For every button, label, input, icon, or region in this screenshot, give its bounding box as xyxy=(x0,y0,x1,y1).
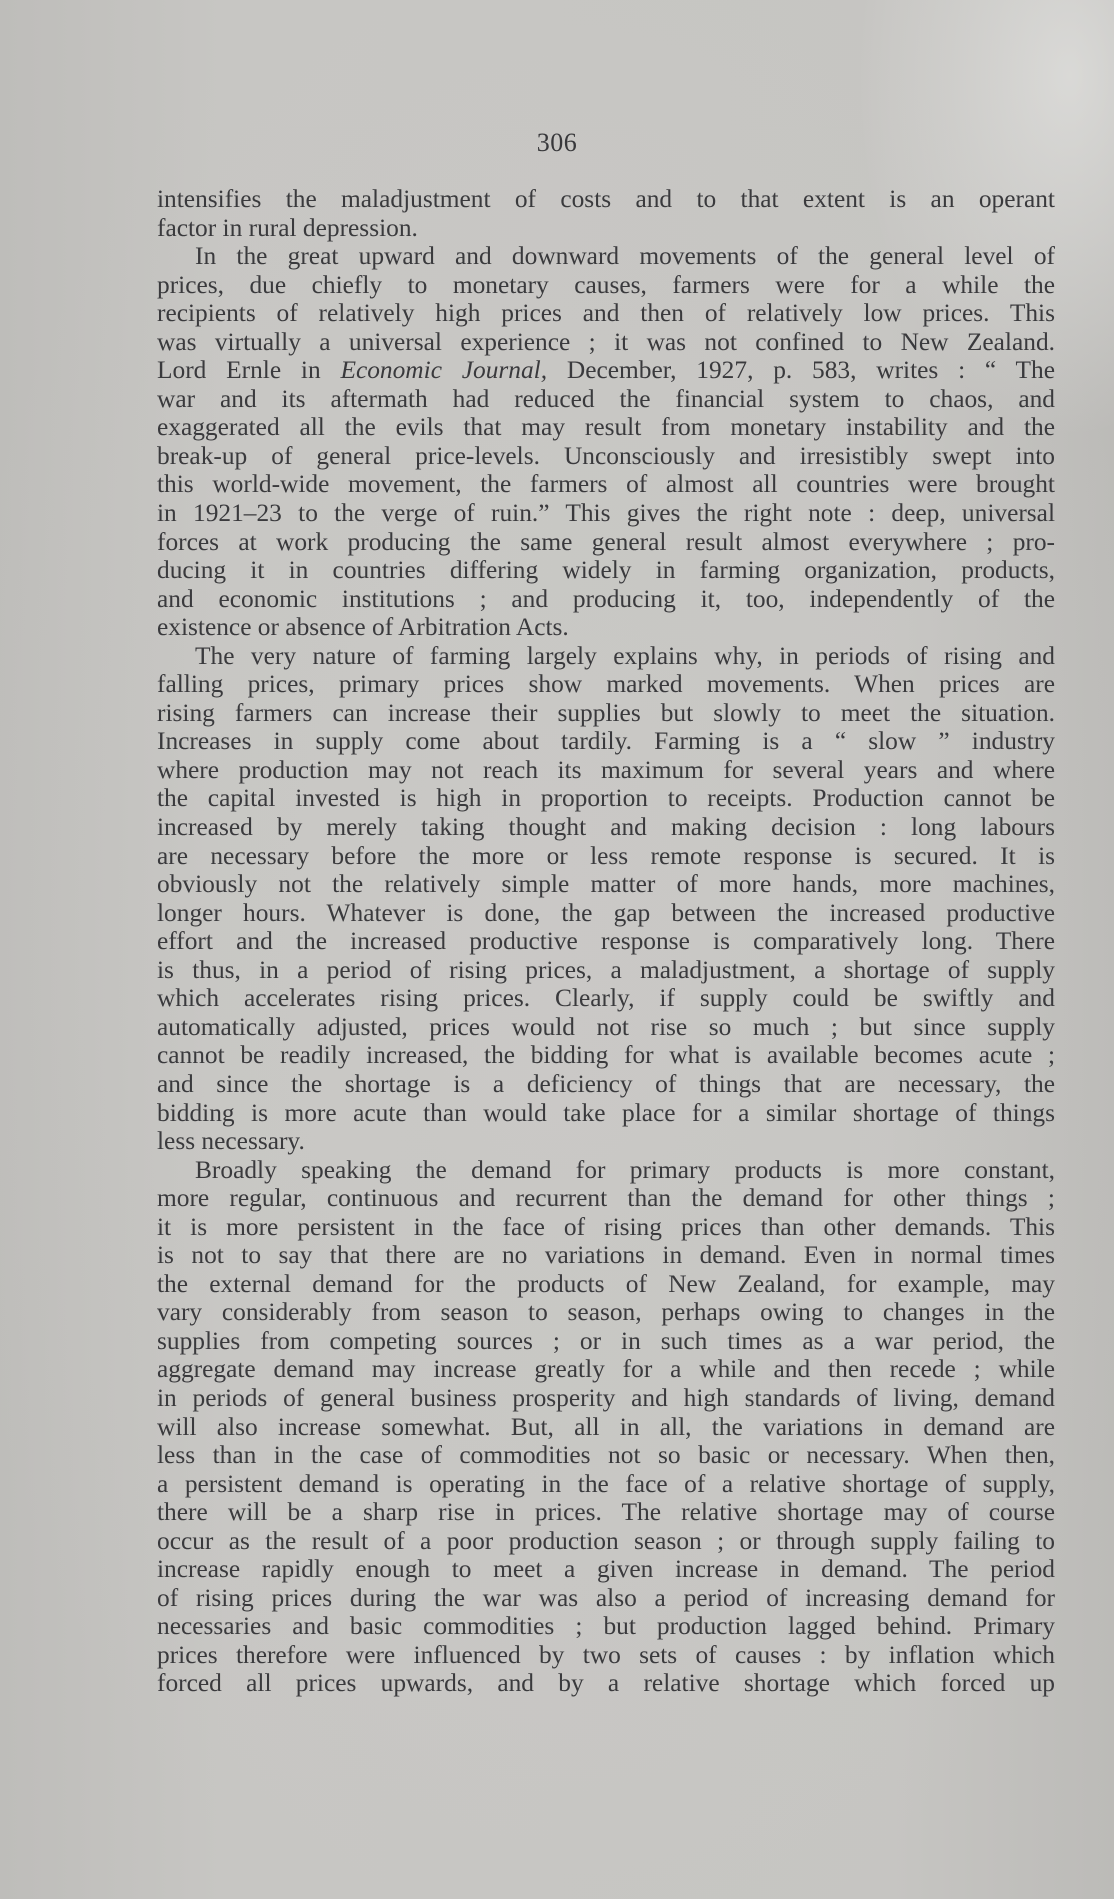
text-line: aggregate demand may increase greatly for a while and then recede ; while xyxy=(157,1355,1055,1384)
text-line: intensifies the maladjustment of costs and to that extent is an operant xyxy=(157,185,1055,213)
text-line: is thus, in a period of rising prices, a maladjustment, a shortage of supply xyxy=(157,955,1055,984)
text-line: recipients of relatively high prices and then of relatively low prices. This xyxy=(157,299,1055,328)
text-line: and economic institutions ; and producing it, too, independently of the xyxy=(157,584,1055,613)
text-line: the external demand for the products of New Zealand, for example, may xyxy=(157,1269,1055,1298)
text-line: war and its aftermath had reduced the financial system to chaos, and xyxy=(157,384,1055,413)
text-line: rising farmers can increase their supplies but slowly to meet the situation. xyxy=(157,698,1055,727)
text-line: ducing it in countries differing widely in farming organization, products, xyxy=(157,556,1055,585)
text-line xyxy=(157,356,1055,385)
text-line: this world-wide movement, the farmers of almost all countries were brought xyxy=(157,470,1055,499)
text-line: bidding is more acute than would take place for a similar shortage of things xyxy=(157,1098,1055,1127)
text-line: exaggerated all the evils that may result from monetary instability and the xyxy=(157,413,1055,442)
text-line: forced all prices upwards, and by a relative shortage which forced up xyxy=(157,1669,1055,1698)
text-line: there will be a sharp rise in prices. The relative shortage may of course xyxy=(157,1498,1055,1527)
text-line: necessaries and basic commodities ; but production lagged behind. Primary xyxy=(157,1612,1055,1641)
text-line: in 1921–23 to the verge of ruin.” This gives the right note : deep, universal xyxy=(157,499,1055,528)
text-line: occur as the result of a poor production season ; or through supply failing to xyxy=(157,1526,1055,1555)
body-text xyxy=(157,185,1055,1698)
text-line: effort and the increased productive response is comparatively long. There xyxy=(157,927,1055,956)
text-line: and since the shortage is a deficiency of things that are necessary, the xyxy=(157,1069,1055,1098)
text-line: which accelerates rising prices. Clearly, if supply could be swiftly and xyxy=(157,984,1055,1013)
text-line: increased by merely taking thought and making decision : long labours xyxy=(157,813,1055,842)
text-line: factor in rural depression. xyxy=(157,213,418,242)
text-line: vary considerably from season to season, perhaps owing to changes in the xyxy=(157,1298,1055,1327)
text-line: a persistent demand is operating in the face of a relative shortage of supply, xyxy=(157,1469,1055,1498)
text-line: In the great upward and downward movements of the general level of xyxy=(195,242,1055,271)
text-line: break-up of general price-levels. Unconsciously and irresistibly swept into xyxy=(157,441,1055,470)
text-line: prices, due chiefly to monetary causes, farmers were for a while the xyxy=(157,270,1055,299)
text-line: increase rapidly enough to meet a given increase in demand. The period xyxy=(157,1555,1055,1584)
text-line: it is more persistent in the face of rising prices than other demands. This xyxy=(157,1212,1055,1241)
text-line: more regular, continuous and recurrent than the demand for other things ; xyxy=(157,1184,1055,1213)
text-line: existence or absence of Arbitration Acts. xyxy=(157,613,569,642)
text-line: supplies from competing sources ; or in such times as a war period, the xyxy=(157,1326,1055,1355)
text-segment: Lord Ernle in xyxy=(157,356,341,385)
text-line: Increases in supply come about tardily. Farming is a “ slow ” industry xyxy=(157,727,1055,756)
text-line: obviously not the relatively simple matter of more hands, more machines, xyxy=(157,870,1055,899)
page-number: 306 xyxy=(536,128,578,157)
text-line: less necessary. xyxy=(157,1127,305,1156)
text-line: is not to say that there are no variations in demand. Even in normal times xyxy=(157,1241,1055,1270)
journal-title: Economic Journal, xyxy=(340,356,548,385)
text-segment: December, 1927, p. 583, writes : “ The xyxy=(547,356,1055,385)
text-line: the capital invested is high in proportion to receipts. Production cannot be xyxy=(157,784,1055,813)
text-line: are necessary before the more or less remote response is secured. It is xyxy=(157,841,1055,870)
text-line: prices therefore were influenced by two sets of causes : by inflation which xyxy=(157,1640,1055,1669)
text-line: forces at work producing the same general result almost everywhere ; pro- xyxy=(157,527,1055,556)
text-line: of rising prices during the war was also a period of increasing demand for xyxy=(157,1583,1055,1612)
text-line: in periods of general business prosperity and high standards of living, demand xyxy=(157,1383,1055,1412)
text-line: was virtually a universal experience ; it was not confined to New Zealand. xyxy=(157,327,1055,356)
text-line: less than in the case of commodities not so basic or necessary. When then, xyxy=(157,1441,1055,1470)
text-line: cannot be readily increased, the bidding for what is available becomes acute ; xyxy=(157,1041,1055,1070)
text-line: will also increase somewhat. But, all in all, the variations in demand are xyxy=(157,1412,1055,1441)
text-line: where production may not reach its maximum for several years and where xyxy=(157,755,1055,784)
text-line: automatically adjusted, prices would not rise so much ; but since supply xyxy=(157,1012,1055,1041)
text-line: falling prices, primary prices show marked movements. When prices are xyxy=(157,670,1055,699)
text-line: The very nature of farming largely explains why, in periods of rising and xyxy=(195,641,1055,670)
text-line: Broadly speaking the demand for primary products is more constant, xyxy=(195,1155,1055,1184)
text-line: longer hours. Whatever is done, the gap between the increased productive xyxy=(157,898,1055,927)
